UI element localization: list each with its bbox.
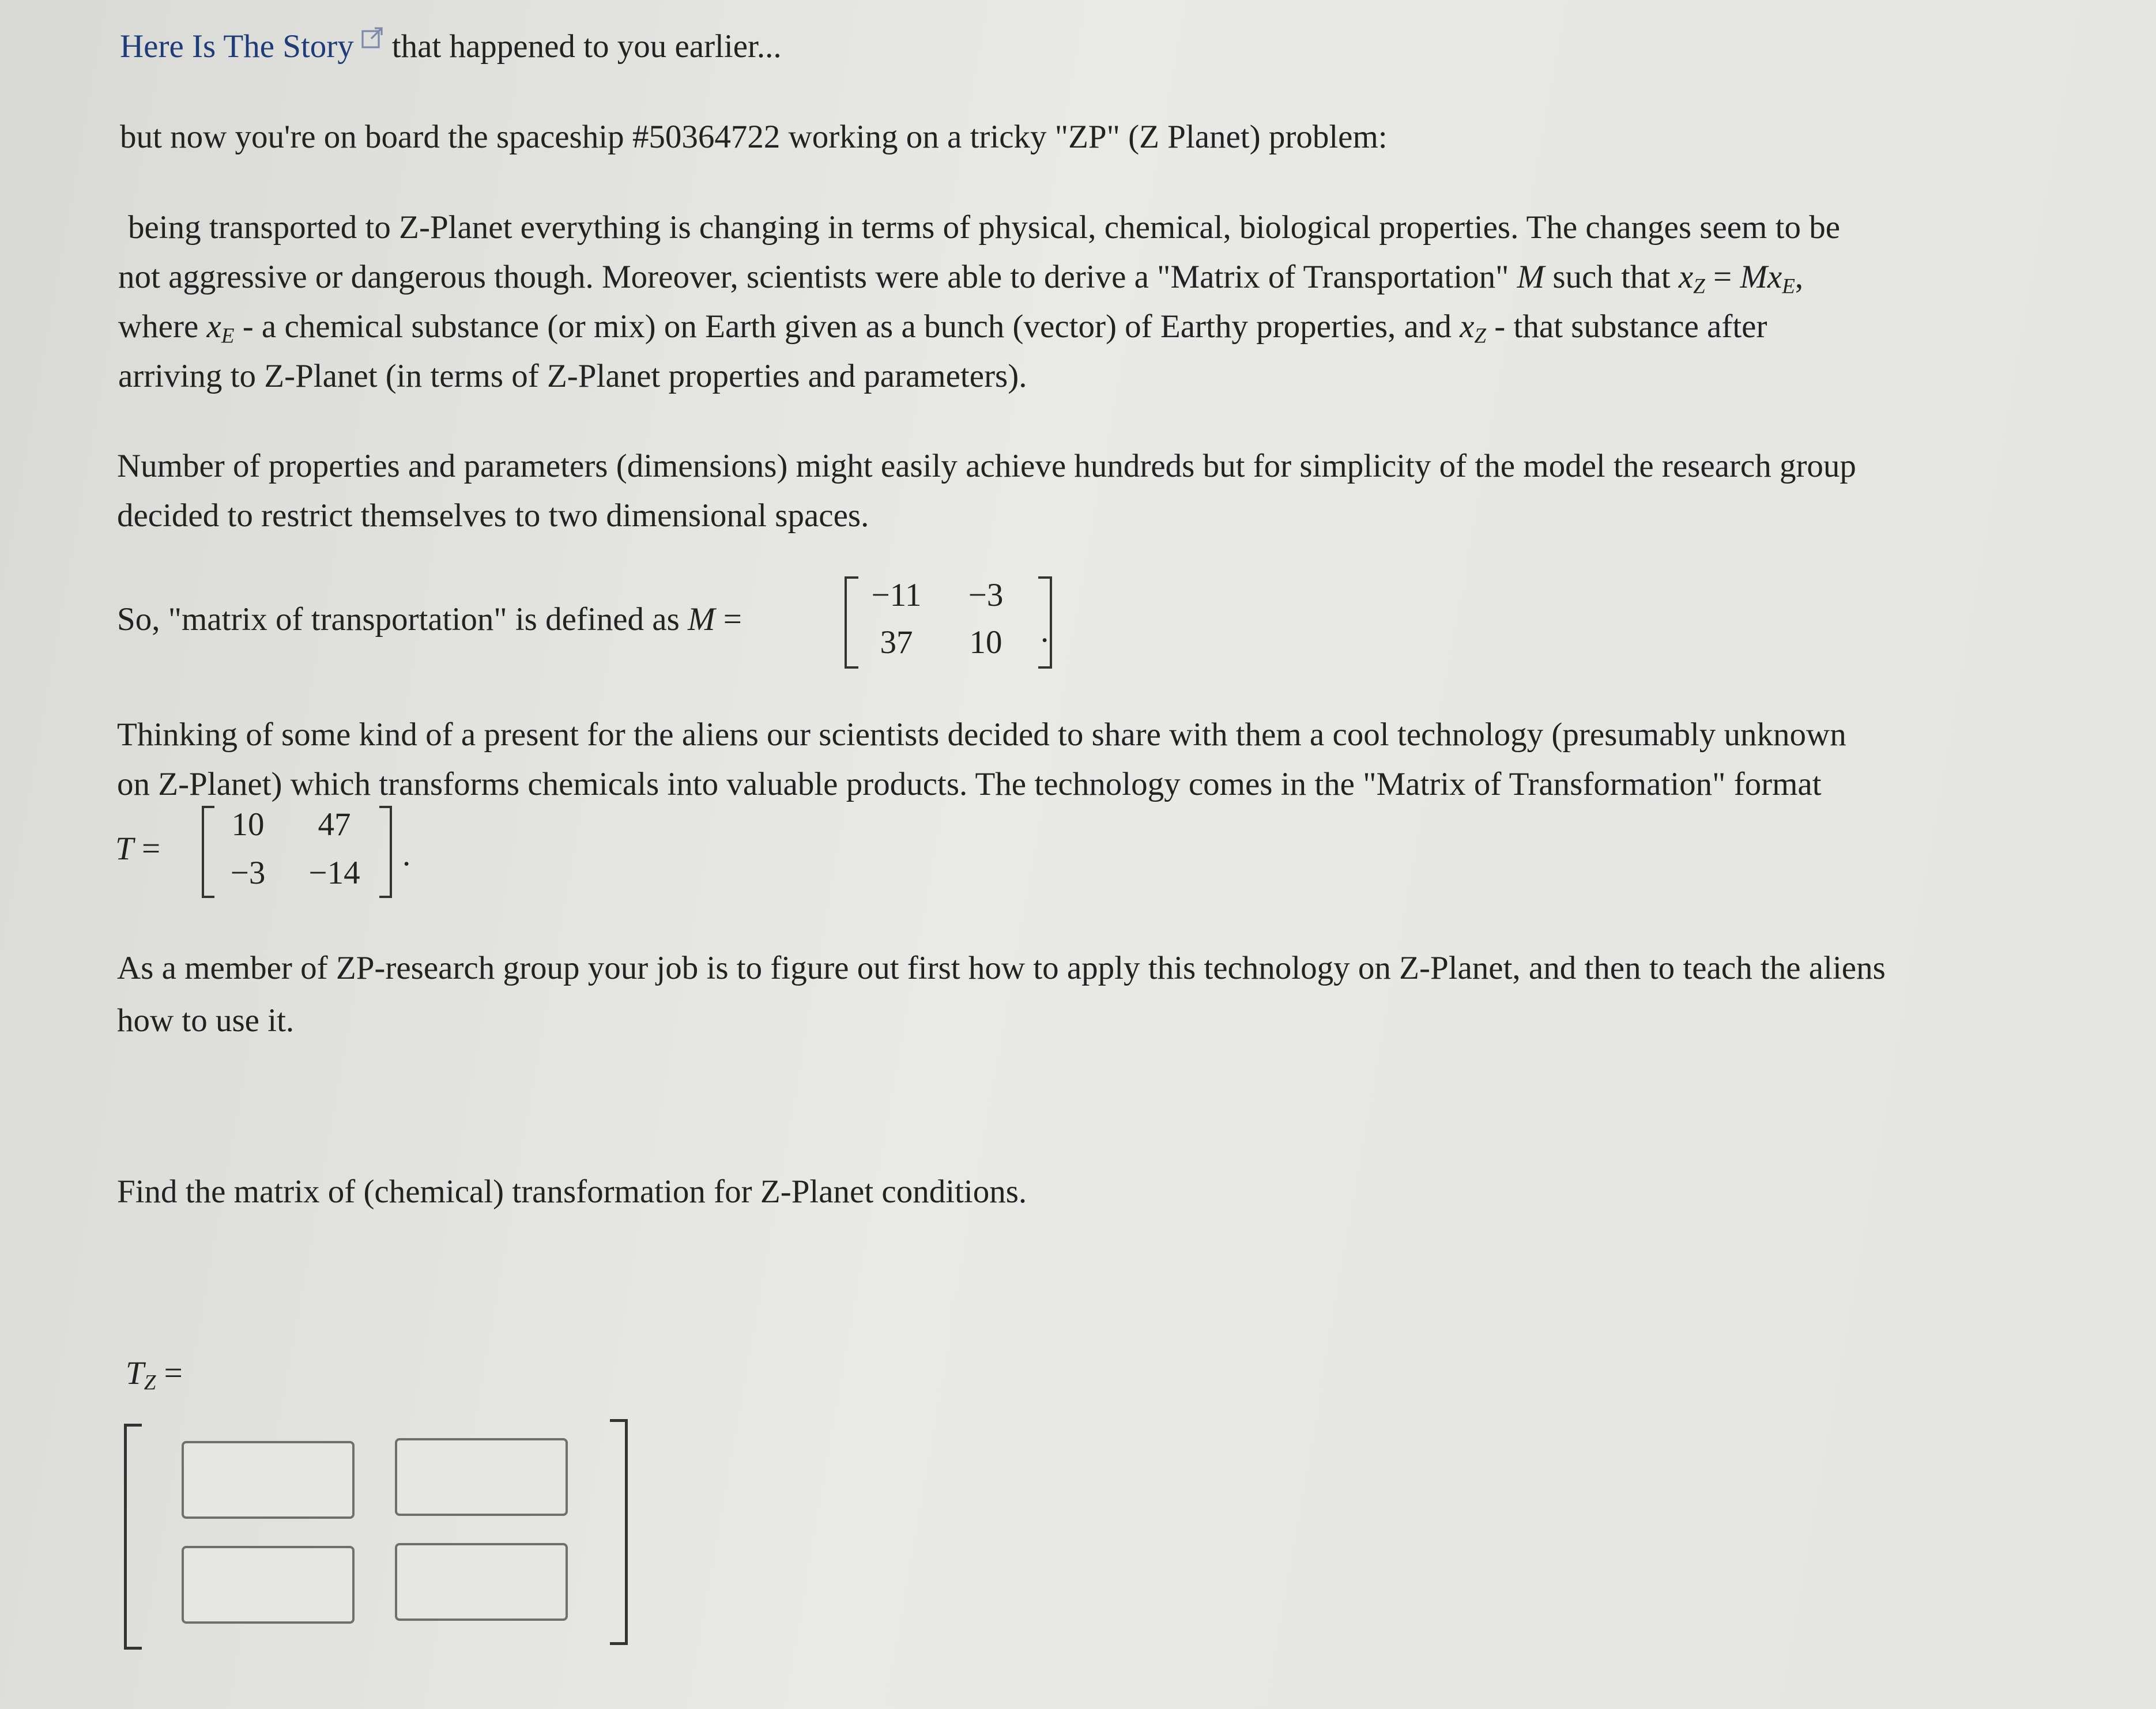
- matrix-t-period: .: [402, 836, 411, 873]
- math-tz: [126, 1355, 156, 1395]
- math-equals: =: [1713, 259, 1732, 295]
- para1-line1: being transported to Z-Planet everything is changing in terms of physical, chemical, biological properties. The changes seem to be: [128, 209, 1841, 246]
- answer-left-bracket: [124, 1424, 142, 1650]
- matrix-m-text: So, "matrix of transportation" is defined as: [117, 601, 680, 637]
- math-xe: [206, 308, 235, 348]
- external-link-icon[interactable]: [361, 26, 384, 49]
- para1-l3-text: - a chemical substance (or mix) on Earth given as a bunch (vector) of Earthy properties, and: [242, 308, 1452, 345]
- matrix-m-a22: 10: [969, 624, 1002, 661]
- para1-l2-such-that: such that: [1552, 259, 1671, 295]
- math-mxe: [1740, 259, 1795, 299]
- para1-line4: arriving to Z-Planet (in terms of Z-Planet properties and parameters).: [118, 358, 1027, 394]
- matrix-t-a22: −14: [308, 855, 360, 891]
- para3-line2: on Z-Planet) which transforms chemicals into valuable products. The technology comes in the "Matrix of Transformation" format: [117, 766, 1822, 802]
- math-Mx: Mx: [1740, 259, 1782, 295]
- math-sub-e: E: [1782, 274, 1795, 299]
- answer-cell-22[interactable]: [395, 1543, 568, 1621]
- math-M: M: [1517, 259, 1545, 295]
- math-comma: ,: [1795, 259, 1804, 295]
- matrix-t: [202, 806, 392, 898]
- para4-line2: how to use it.: [117, 1002, 295, 1039]
- matrix-t-a11: 10: [231, 806, 265, 843]
- math-equals: =: [141, 831, 161, 867]
- answer-label: [126, 1349, 183, 1408]
- para1-where: where: [118, 308, 199, 345]
- math-sub-z: Z: [144, 1371, 156, 1395]
- answer-cell-11[interactable]: [182, 1441, 355, 1519]
- story-link[interactable]: Here Is The Story: [120, 28, 354, 65]
- intro-line: [120, 22, 782, 71]
- math-x: x: [1678, 259, 1694, 295]
- para1-l2-text: not aggressive or dangerous though. Moreover, scientists were able to derive a "Matrix of Transportation": [118, 259, 1509, 295]
- answer-right-bracket: [610, 1419, 628, 1645]
- task-prompt: Find the matrix of (chemical) transformation for Z-Planet conditions.: [117, 1174, 1027, 1210]
- matrix-m-a21: 37: [880, 624, 913, 661]
- para1-l3-tail: - that substance after: [1494, 308, 1767, 345]
- matrix-m-a11: −11: [871, 577, 922, 613]
- math-T: T: [126, 1355, 144, 1391]
- matrix-t-right-bracket: [379, 806, 392, 898]
- math-T: T: [115, 831, 134, 867]
- math-equals: =: [723, 601, 742, 637]
- answer-cell-12[interactable]: [395, 1438, 568, 1516]
- matrix-m-label: [117, 595, 742, 644]
- context-line: but now you're on board the spaceship #50364722 working on a tricky "ZP" (Z Planet) problem:: [120, 119, 1388, 155]
- math-sub-e: E: [221, 324, 235, 348]
- matrix-m: [845, 576, 1052, 669]
- matrix-m-a12: −3: [968, 577, 1004, 613]
- matrix-t-a21: −3: [230, 855, 266, 891]
- math-sub-z: Z: [1474, 324, 1486, 348]
- para3-line1: Thinking of some kind of a present for the aliens our scientists decided to share with them a cool technology (presumably unknown: [117, 716, 1846, 753]
- matrix-t-label: [115, 824, 160, 874]
- math-xz: [1460, 308, 1486, 348]
- para2-line2: decided to restrict themselves to two dimensional spaces.: [117, 497, 869, 534]
- answer-cell-21[interactable]: [182, 1546, 355, 1624]
- para4-line1: As a member of ZP-research group your job is to figure out first how to apply this technology on Z-Planet, and then to teach the aliens: [117, 950, 1886, 986]
- matrix-t-a12: 47: [318, 806, 351, 843]
- math-M: M: [688, 601, 715, 637]
- math-sub-z: Z: [1693, 274, 1705, 299]
- intro-after-link: that happened to you earlier...: [391, 28, 782, 65]
- math-equals: =: [164, 1355, 183, 1391]
- math-x: x: [206, 308, 221, 345]
- matrix-m-period: .: [1041, 613, 1049, 649]
- math-xz: [1678, 259, 1705, 299]
- para2-line1: Number of properties and parameters (dimensions) might easily achieve hundreds but for simplicity of the model the research group: [117, 448, 1856, 484]
- math-x: x: [1460, 308, 1475, 345]
